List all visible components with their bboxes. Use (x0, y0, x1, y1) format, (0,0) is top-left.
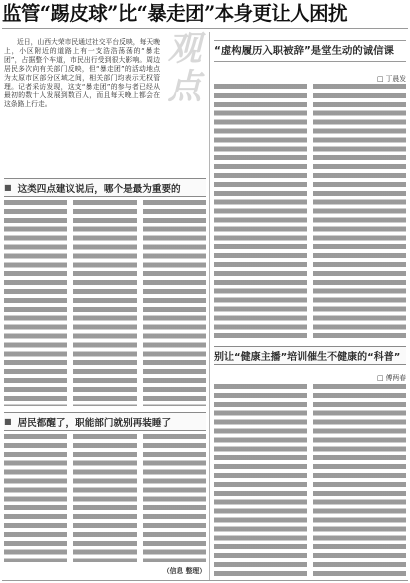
opinion-watermark: 观点 (161, 30, 201, 106)
left-middle-body (4, 200, 206, 406)
right-bottom-headline-text: 别让“健康主播”培训催生不健康的“科普” (214, 352, 401, 363)
right-top-rule-2 (214, 61, 406, 62)
right-bottom-body-col-1 (214, 384, 307, 579)
right-top-rule (214, 40, 406, 41)
page-bottom-rule (2, 580, 408, 581)
right-top-headline (214, 44, 406, 59)
banner-square-icon: ■ (4, 183, 12, 192)
left-bottom-body-col-3 (143, 434, 206, 562)
column-divider (209, 32, 210, 580)
left-middle-body-col-1 (4, 200, 67, 406)
right-bottom-body (214, 384, 406, 579)
right-top-body-col-2 (313, 84, 406, 340)
banner-square-icon: ■ (4, 417, 12, 426)
left-middle-body-col-2 (73, 200, 136, 406)
right-top-body-col-1 (214, 84, 307, 340)
masthead-rule (2, 28, 408, 29)
right-bottom-byline: □ 傅两春 (377, 374, 406, 382)
right-top-byline: □ 丁晨发 (377, 75, 406, 83)
left-bottom-byline: （信息 整理） (162, 567, 206, 575)
page-headline: 监管“踢皮球”比“暴走团”本身更让人困扰 (2, 2, 347, 25)
left-bottom-body (4, 434, 206, 562)
right-top-headline-text: “虚构履历入职被辞”是堂生动的诚信课 (214, 45, 394, 57)
left-bottom-body-col-1 (4, 434, 67, 562)
section-banner-residents-awake (4, 412, 206, 431)
left-bottom-body-col-2 (73, 434, 136, 562)
right-bottom-body-col-2 (313, 384, 406, 579)
left-middle-body-col-3 (143, 200, 206, 406)
section-banner-residents-awake-text: 居民都醒了，职能部门就别再装睡了 (17, 417, 172, 429)
right-bottom-headline (214, 346, 406, 365)
right-top-body (214, 84, 406, 340)
lead-story-body: 近日，山西大荣市民通过社交平台反映，每天晚上，小区附近的道路上有一支浩浩荡荡的“暴走团”，占据整个车道，市民出行受到很大影响。周边居民多次向有关部门反映，但“暴走团”的活动地点为太原市区部分区域之间，相关部门均表示无权管理。记者采访发现，这支“暴走团”的参与者已经从最初的数十人发展到数百人，而且每天晚上都会在这条路上行走。 (4, 38, 160, 109)
section-banner-four-points-text: 这类四点建议说后，哪个是最为重要的 (17, 183, 181, 195)
section-banner-four-points (4, 178, 206, 197)
